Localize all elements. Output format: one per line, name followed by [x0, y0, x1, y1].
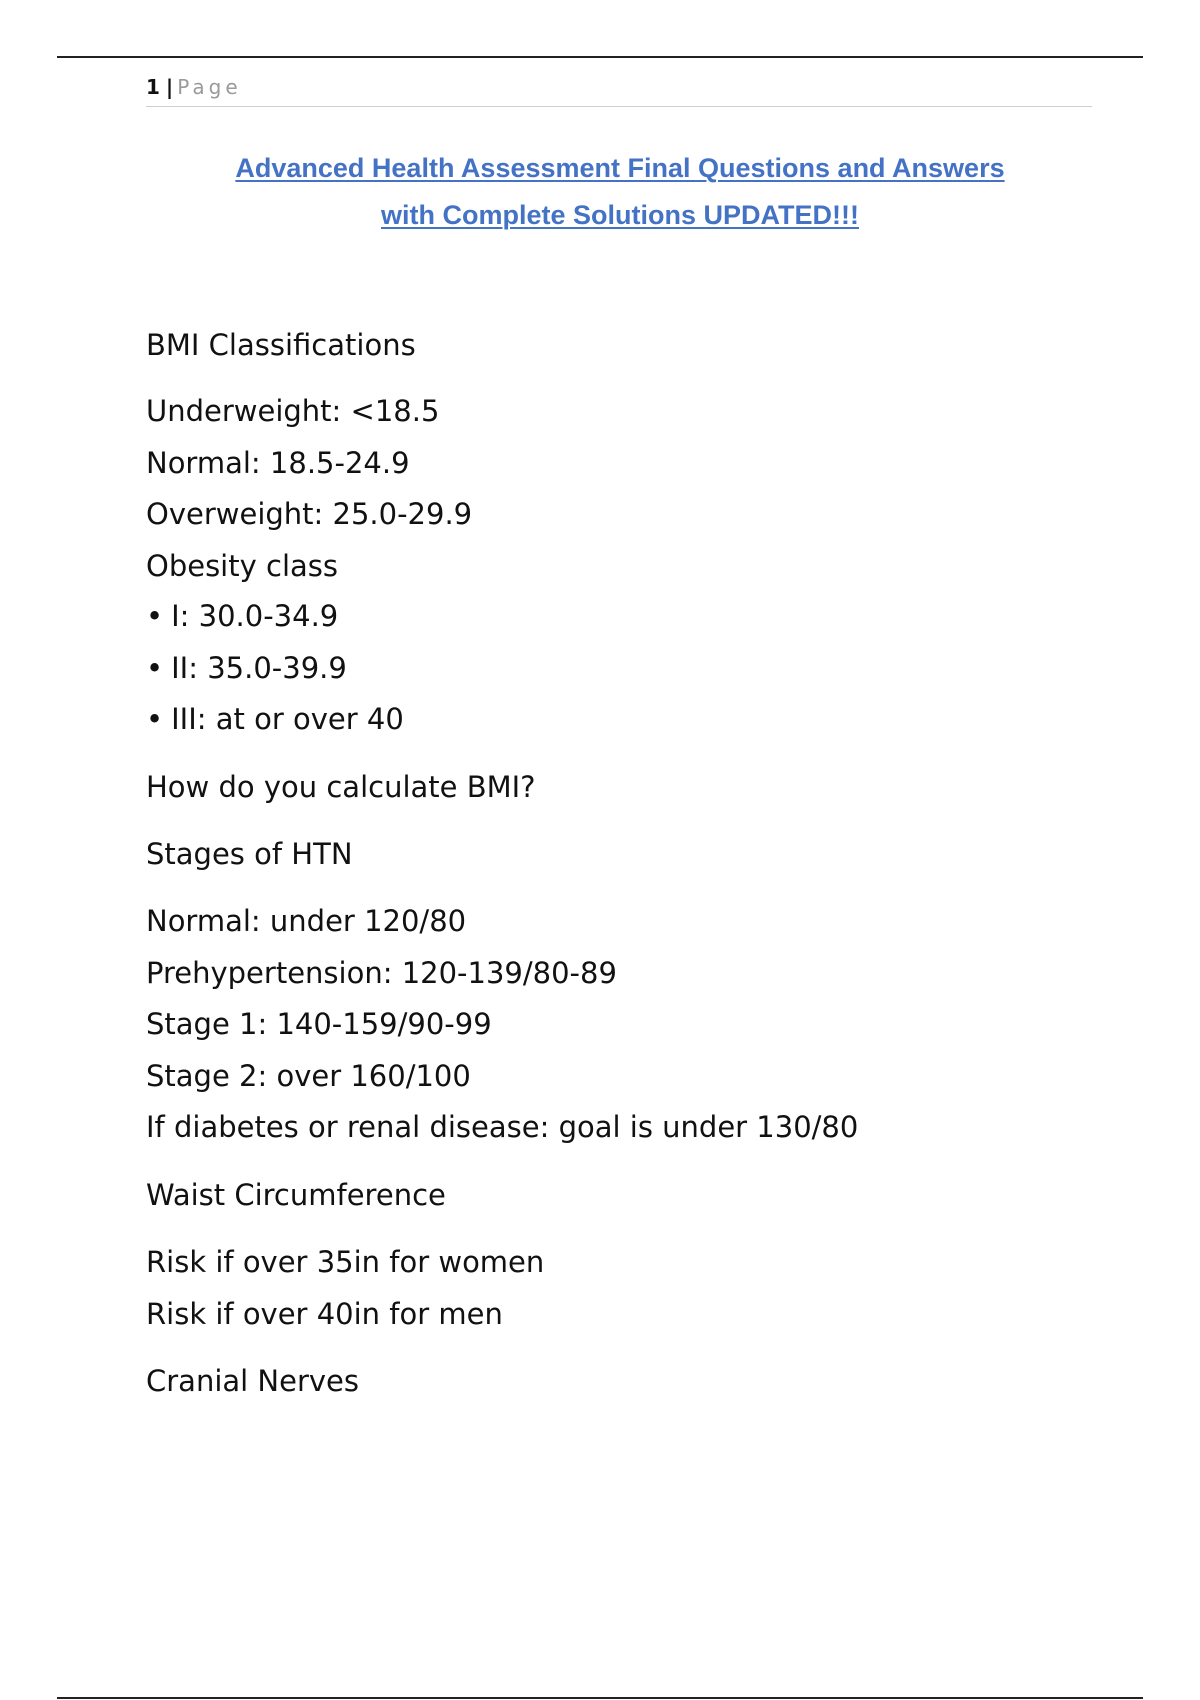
section-heading-htn: Stages of HTN: [146, 837, 353, 871]
bullet-item: [146, 650, 347, 686]
bullet-icon: •: [146, 702, 164, 736]
body-line: Stage 1: 140-159/90-99: [146, 1007, 492, 1041]
body-line: Underweight: <18.5: [146, 394, 440, 428]
bottom-rule: [57, 1697, 1143, 1699]
title-line-1: Advanced Health Assessment Final Questions and Answers: [235, 153, 1005, 183]
page-label: Page: [177, 75, 242, 99]
page-number: 1: [146, 75, 160, 99]
title-line-2: with Complete Solutions UPDATED!!!: [381, 200, 859, 230]
top-rule: [57, 56, 1143, 58]
section-heading-cranial: Cranial Nerves: [146, 1364, 359, 1398]
body-line: Risk if over 40in for men: [146, 1297, 503, 1331]
body-line: Stage 2: over 160/100: [146, 1059, 471, 1093]
page-separator: |: [165, 75, 174, 99]
bullet-item-text: III: at or over 40: [171, 702, 404, 736]
body-line: Normal: 18.5-24.9: [146, 446, 410, 480]
body-line: Prehypertension: 120-139/80-89: [146, 956, 617, 990]
body-line: Normal: under 120/80: [146, 904, 467, 938]
body-line: Overweight: 25.0-29.9: [146, 497, 473, 531]
page-header: [146, 72, 1092, 107]
bullet-icon: •: [146, 599, 164, 633]
section-heading-bmi: BMI Classifications: [146, 328, 416, 362]
bullet-icon: •: [146, 651, 164, 685]
question-line: How do you calculate BMI?: [146, 770, 536, 804]
body-line: Obesity class: [146, 549, 338, 583]
body-line: If diabetes or renal disease: goal is under 130/80: [146, 1110, 859, 1144]
bullet-item: [146, 701, 404, 737]
bullet-item-text: I: 30.0-34.9: [171, 599, 339, 633]
document-title: [140, 145, 1100, 239]
bullet-item: [146, 598, 338, 634]
bullet-item-text: II: 35.0-39.9: [171, 651, 347, 685]
body-line: Risk if over 35in for women: [146, 1245, 545, 1279]
section-heading-waist: Waist Circumference: [146, 1178, 446, 1212]
